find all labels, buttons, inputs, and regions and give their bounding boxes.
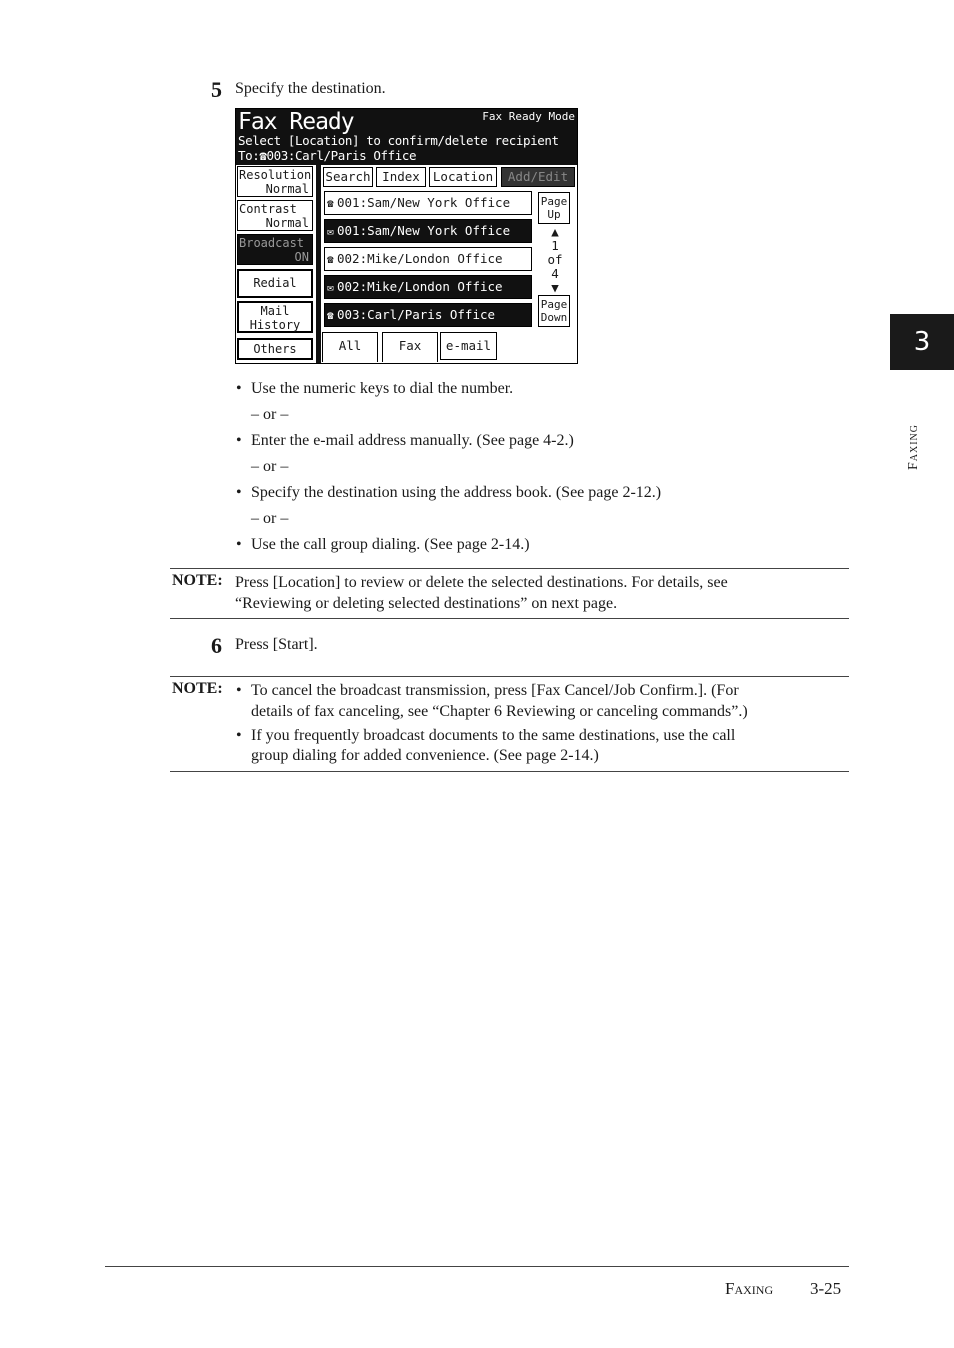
tab-email[interactable]: e-mail	[440, 332, 497, 360]
lcd-left-buttons	[236, 165, 316, 364]
resolution-button[interactable]	[237, 166, 313, 197]
or-separator: – or –	[251, 510, 289, 527]
location-button[interactable]: Location	[429, 167, 497, 187]
destination-entry[interactable]	[324, 303, 532, 327]
step-text: Specify the destination.	[235, 80, 386, 97]
list-item-text: If you frequently broadcast documents to the same destinations, use the call	[251, 727, 736, 744]
page-up-button[interactable]	[538, 192, 570, 224]
note-line: “Reviewing or deleting selected destinations” on next page.	[235, 595, 618, 612]
lcd-mode: Fax Ready Mode	[482, 110, 575, 123]
mail-history-label-2: History	[249, 318, 301, 332]
list-item-text: Use the numeric keys to dial the number.	[251, 380, 514, 397]
or-separator: – or –	[251, 458, 289, 475]
mail-history-button[interactable]	[237, 301, 313, 333]
bullet: •	[236, 484, 242, 501]
fax-lcd-screen	[235, 108, 578, 364]
divider	[170, 676, 849, 677]
page-current: 1	[551, 238, 559, 253]
fax-icon: ☎	[327, 309, 334, 322]
destination-label: 001:Sam/New York Office	[337, 223, 511, 238]
fax-icon: ☎	[327, 197, 334, 210]
index-button[interactable]: Index	[376, 167, 426, 187]
broadcast-label: Broadcast	[239, 236, 305, 250]
list-item-text: To cancel the broadcast transmission, press [Fax Cancel/Job Confirm.]. (For	[251, 682, 739, 699]
search-button[interactable]: Search	[323, 167, 373, 187]
lcd-instruction: Select [Location] to confirm/delete recipient	[238, 133, 559, 148]
page-total: 4	[551, 266, 559, 281]
destination-entry[interactable]	[324, 191, 532, 215]
page-indicator	[538, 225, 572, 295]
list-item-text: group dialing for added convenience. (See page 2-14.)	[251, 747, 599, 764]
step-text: Press [Start].	[235, 636, 318, 653]
resolution-value: Normal	[265, 182, 309, 196]
others-label: Others	[253, 342, 297, 356]
arrow-down-icon: ▼	[551, 280, 559, 295]
page-down-button[interactable]	[538, 295, 570, 327]
others-button[interactable]	[237, 338, 313, 360]
contrast-label: Contrast	[239, 202, 297, 216]
divider	[170, 618, 849, 619]
lcd-title: Fax Ready	[238, 109, 354, 135]
destination-entry[interactable]	[324, 247, 532, 271]
destination-entry[interactable]	[324, 275, 532, 299]
destination-label: 001:Sam/New York Office	[337, 195, 511, 210]
list-item-text: Specify the destination using the address book. (See page 2-12.)	[251, 484, 662, 501]
step-number: 5	[211, 77, 222, 102]
bullet: •	[236, 432, 242, 449]
lcd-to-line: To:☎003:Carl/Paris Office	[238, 148, 417, 163]
footer-rule	[105, 1266, 849, 1267]
broadcast-value: ON	[294, 250, 309, 264]
add-edit-button[interactable]: Add/Edit	[501, 167, 575, 187]
divider	[170, 771, 849, 772]
arrow-up-icon: ▲	[551, 224, 559, 239]
email-icon: ✉	[327, 281, 334, 294]
list-item-text: Enter the e-mail address manually. (See page 4-2.)	[251, 432, 574, 449]
contrast-value: Normal	[265, 216, 309, 230]
bullet: •	[236, 536, 242, 553]
fax-icon: ☎	[327, 253, 334, 266]
mail-history-label-1: Mail	[260, 304, 290, 318]
bullet: •	[236, 682, 242, 699]
filter-tabs	[320, 332, 577, 364]
page-of: of	[547, 252, 563, 267]
contrast-button[interactable]	[237, 200, 313, 231]
page-up-label-2: Up	[547, 208, 561, 221]
destination-label: 002:Mike/London Office	[337, 251, 503, 266]
tab-all[interactable]: All	[322, 332, 378, 362]
bullet: •	[236, 380, 242, 397]
list-item-text: details of fax canceling, see “Chapter 6 Reviewing or canceling commands”.)	[251, 703, 748, 720]
page-down-label-2: Down	[540, 311, 568, 324]
broadcast-button[interactable]	[237, 234, 313, 265]
chapter-label: Faxing	[906, 423, 921, 470]
page-up-label-1: Page	[540, 195, 568, 208]
page-down-label-1: Page	[540, 298, 568, 311]
chapter-tab: 3	[890, 314, 954, 370]
note-line: Press [Location] to review or delete the selected destinations. For details, see	[235, 574, 728, 591]
footer-section: Faxing	[725, 1279, 774, 1298]
note-label: NOTE:	[172, 680, 223, 697]
redial-label: Redial	[253, 276, 297, 290]
bullet: •	[236, 727, 242, 744]
email-icon: ✉	[327, 225, 334, 238]
divider	[170, 568, 849, 569]
tab-fax[interactable]: Fax	[382, 332, 438, 362]
lcd-header	[236, 109, 577, 165]
step-number: 6	[211, 633, 222, 658]
or-separator: – or –	[251, 406, 289, 423]
destination-entry[interactable]	[324, 219, 532, 243]
destination-label: 002:Mike/London Office	[337, 279, 503, 294]
page-number: 3-25	[810, 1279, 842, 1298]
destination-label: 003:Carl/Paris Office	[337, 307, 496, 322]
note-label: NOTE:	[172, 572, 223, 589]
redial-button[interactable]	[237, 269, 313, 298]
resolution-label: Resolution	[239, 168, 312, 182]
list-item-text: Use the call group dialing. (See page 2-14.)	[251, 536, 530, 553]
